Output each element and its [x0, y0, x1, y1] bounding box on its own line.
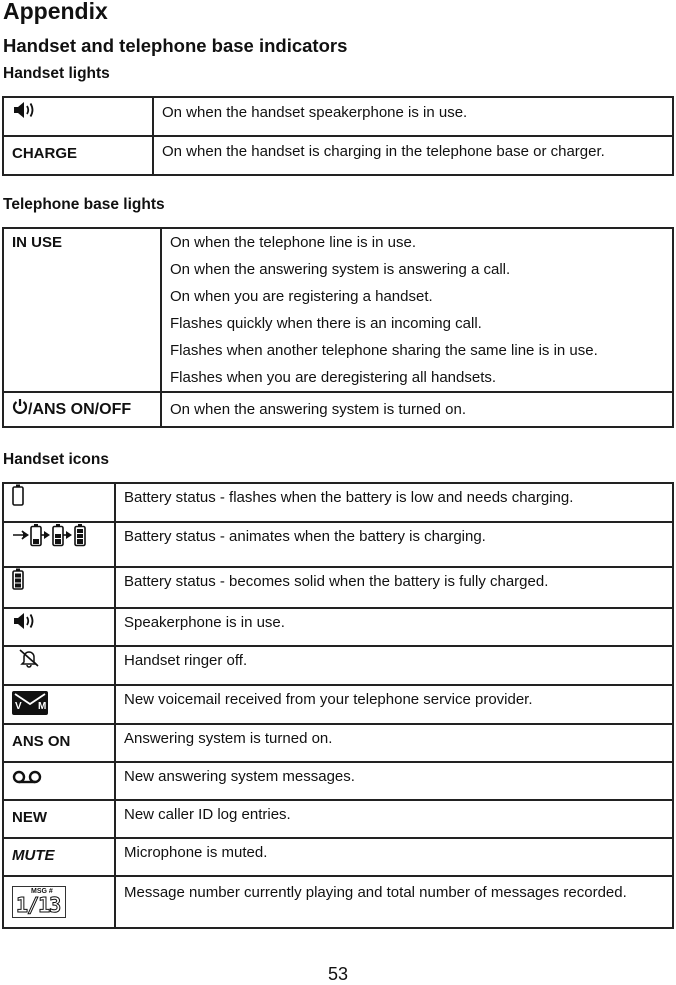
icon-cell [3, 876, 115, 928]
row-description: On when the answering system is turned on. [161, 392, 673, 427]
table-row [3, 838, 673, 876]
row-description: Microphone is muted. [115, 838, 673, 876]
in-use-line: Flashes when another telephone sharing the same line is in use. [170, 342, 598, 359]
vm-letter-v: V [15, 701, 22, 713]
row-description: On when the handset speakerphone is in use. [153, 97, 673, 136]
table-row [3, 522, 673, 567]
table-row [3, 685, 673, 724]
row-description: On when the handset is charging in the telephone base or charger. [153, 136, 673, 175]
row-description: Speakerphone is in use. [115, 608, 673, 646]
section-heading: Handset and telephone base indicators [3, 35, 348, 56]
table-row [3, 483, 673, 522]
page-number: 53 [327, 964, 349, 984]
row-description: Handset ringer off. [115, 646, 673, 685]
power-icon [12, 393, 28, 426]
handset-lights-table [2, 96, 674, 176]
voicemail-envelope-icon [12, 691, 48, 715]
ans-on-label: ANS ON [3, 724, 115, 762]
in-use-label: IN USE [3, 228, 161, 392]
table-row [3, 228, 673, 392]
table-row [3, 608, 673, 646]
handset-icons-heading: Handset icons [3, 451, 109, 468]
vm-letter-m: M [38, 701, 47, 713]
table-row [3, 646, 673, 685]
table-row [3, 136, 673, 175]
icon-cell [3, 646, 115, 685]
icon-cell [3, 567, 115, 608]
new-label: NEW [3, 800, 115, 838]
table-row [3, 567, 673, 608]
handset-lights-heading: Handset lights [3, 65, 110, 82]
mute-label: MUTE [3, 838, 115, 876]
battery-full-icon [12, 568, 24, 603]
charge-label: CHARGE [3, 136, 153, 175]
in-use-line: On when the answering system is answering a call. [170, 261, 511, 278]
page-title: Appendix [3, 0, 108, 24]
table-row [3, 762, 673, 800]
row-description: Answering system is turned on. [115, 724, 673, 762]
msg-caption: MSG # [31, 888, 53, 896]
row-description: Message number currently playing and total number of messages recorded. [115, 876, 673, 928]
ans-onoff-label: /ANS ON/OFF [28, 401, 132, 418]
battery-charging-animation-icon [12, 523, 104, 560]
speaker-icon [12, 98, 38, 132]
tape-icon [12, 763, 42, 797]
in-use-line: On when you are registering a handset. [170, 288, 433, 305]
icon-cell [3, 483, 115, 522]
ringer-off-icon [18, 647, 40, 681]
ans-onoff-cell [3, 392, 161, 427]
base-lights-table [2, 227, 674, 428]
table-row [3, 392, 673, 427]
table-row [3, 876, 673, 928]
row-description: New answering system messages. [115, 762, 673, 800]
icon-cell [3, 522, 115, 567]
row-description: New caller ID log entries. [115, 800, 673, 838]
handset-icons-table [2, 482, 674, 929]
in-use-line: Flashes quickly when there is an incoming call. [170, 315, 482, 332]
speaker-light-cell [3, 97, 153, 136]
in-use-line: Flashes when you are deregistering all handsets. [170, 369, 497, 386]
table-row [3, 724, 673, 762]
in-use-descriptions [161, 228, 673, 392]
battery-empty-icon [12, 484, 24, 519]
icon-cell [3, 608, 115, 646]
row-description: New voicemail received from your telephone service provider. [115, 685, 673, 724]
message-counter-icon [12, 886, 66, 918]
table-row [3, 97, 673, 136]
row-description: Battery status - flashes when the battery is low and needs charging. [115, 483, 673, 522]
table-row [3, 800, 673, 838]
row-description: Battery status - becomes solid when the battery is fully charged. [115, 567, 673, 608]
speaker-icon [12, 609, 38, 643]
row-description: Battery status - animates when the battery is charging. [115, 522, 673, 567]
in-use-line: On when the telephone line is in use. [170, 234, 416, 251]
icon-cell [3, 685, 115, 724]
base-lights-heading: Telephone base lights [3, 196, 165, 213]
msg-counter-value: 1/13 [16, 893, 61, 918]
icon-cell [3, 762, 115, 800]
